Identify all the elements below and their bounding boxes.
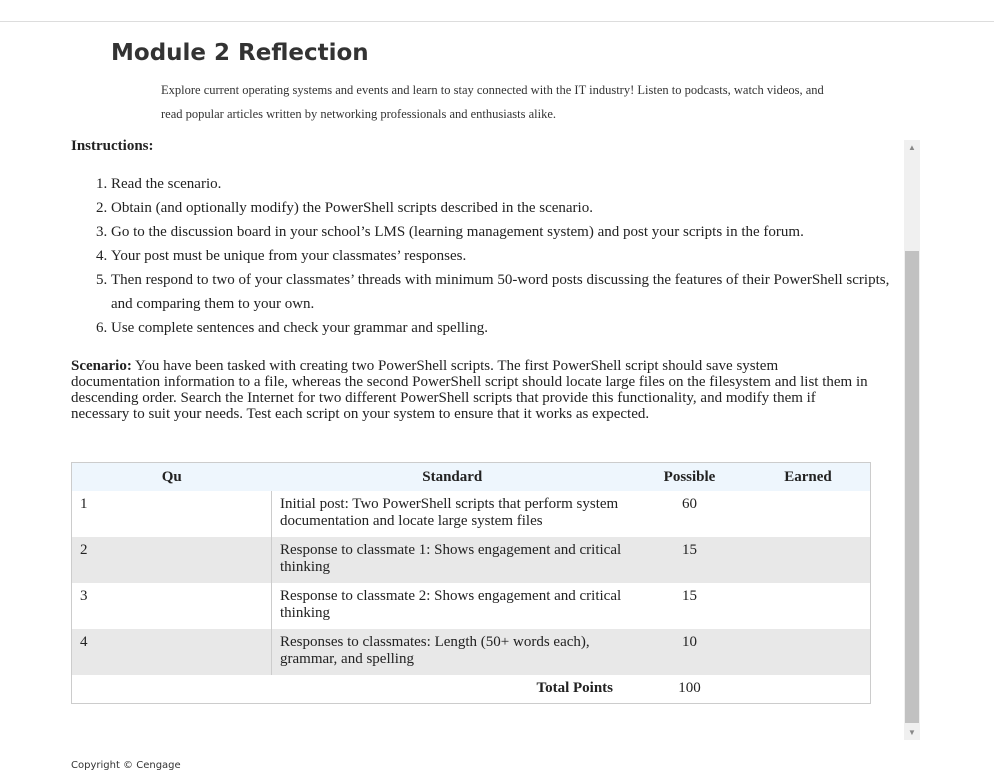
list-item: 1. Read the scenario.: [111, 172, 893, 196]
list-item: 2. Obtain (and optionally modify) the PowerShell scripts described in the scenario.: [111, 196, 893, 220]
total-value: 100: [678, 680, 701, 696]
rubric-table: [71, 462, 871, 704]
cell-qu: 4: [72, 629, 272, 675]
total-row: [72, 675, 871, 704]
scenario-paragraph: [71, 358, 871, 422]
top-divider: [0, 21, 994, 22]
list-item: 4. Your post must be unique from your classmates’ responses.: [111, 244, 893, 268]
cell-possible: 60: [682, 496, 697, 512]
cell-qu: 2: [72, 537, 272, 583]
header-possible: Possible: [633, 463, 746, 492]
table-row: [72, 491, 871, 537]
instructions-list: [71, 172, 893, 340]
cell-standard: Response to classmate 2: Shows engagement and critical thinking: [280, 588, 622, 621]
total-label: Total Points: [536, 680, 613, 696]
scroll-down-icon[interactable]: ▼: [908, 728, 916, 737]
table-header-row: [72, 463, 871, 492]
scroll-up-icon[interactable]: ▲: [908, 143, 916, 152]
cell-standard: Response to classmate 1: Shows engagement and critical thinking: [272, 537, 634, 583]
cell-earned: [746, 537, 871, 583]
table-row: [72, 629, 871, 675]
total-earned: [746, 675, 871, 704]
header-qu: Qu: [72, 463, 272, 492]
page-subtitle: Explore current operating systems and events and learn to stay connected with the IT industry! Listen to podcasts, watch videos, and read popular articles written by networking professionals and enthusiasts alike.: [161, 83, 824, 121]
instructions-heading: Instructions:: [71, 138, 154, 154]
page-title: Module 2 Reflection: [111, 40, 369, 66]
list-item: 5. Then respond to two of your classmates’ threads with minimum 50-word posts discussing the features of their PowerShell scripts, and comparing them to your own.: [111, 268, 893, 316]
cell-standard: Responses to classmates: Length (50+ words each), grammar, and spelling: [272, 629, 634, 675]
scenario-text: You have been tasked with creating two PowerShell scripts. The first PowerShell script should save system documentation information to a file, whereas the second PowerShell script should locate large files on the filesystem and list them in descending order. Search the Internet for two different PowerShell scripts that provide this functionality, and modify them if necessary to suit your needs. Test each script on your system to ensure that it works as expected.: [71, 358, 868, 422]
scrollbar-thumb[interactable]: [905, 251, 919, 723]
cell-earned: [746, 629, 871, 675]
header-standard: Standard: [272, 463, 634, 492]
content-pane: [71, 138, 897, 740]
header-earned: Earned: [746, 463, 871, 492]
cell-qu: 3: [72, 583, 272, 629]
cell-possible: 15: [633, 537, 746, 583]
copyright: Copyright © Cengage: [71, 760, 181, 771]
scenario-label: Scenario:: [71, 358, 132, 374]
cell-standard: Initial post: Two PowerShell scripts that perform system documentation and locate large system files: [280, 496, 619, 529]
table-row: [72, 583, 871, 629]
cell-earned: [746, 583, 871, 629]
table-row: [72, 537, 871, 583]
list-item: 3. Go to the discussion board in your school’s LMS (learning management system) and post your scripts in the forum.: [111, 220, 893, 244]
cell-earned: [746, 491, 871, 537]
cell-qu: 1: [72, 491, 272, 537]
list-item: 6. Use complete sentences and check your grammar and spelling.: [111, 316, 893, 340]
cell-possible: 10: [633, 629, 746, 675]
scrollbar[interactable]: [904, 140, 920, 740]
cell-possible: 15: [682, 588, 697, 604]
